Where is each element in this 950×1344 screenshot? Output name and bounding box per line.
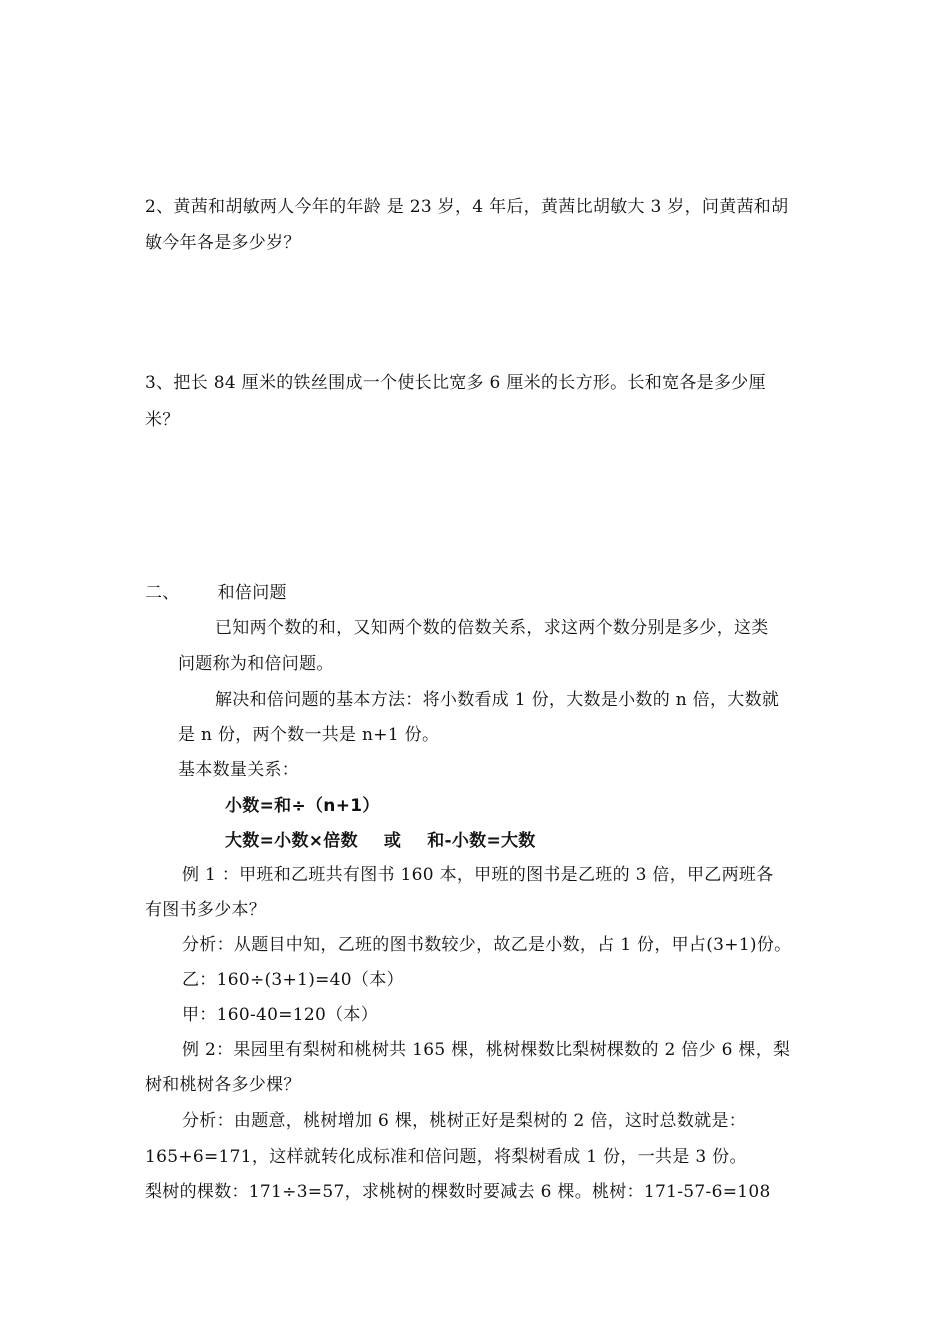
problem-3-line-1: 3、把长 84 厘米的铁丝围成一个使长比宽多 6 厘米的长方形。长和宽各是多少厘 <box>145 373 766 393</box>
example-1-line-2: 有图书多少本？ <box>145 900 267 920</box>
section-title: 和倍问题 <box>217 583 287 603</box>
problem-3-line-2: 米？ <box>145 410 180 430</box>
section-number: 二、 <box>145 583 180 603</box>
formula-big-b: 和-小数=大数 <box>427 831 536 851</box>
method-line-1: 解决和倍问题的基本方法：将小数看成 1 份，大数是小数的 n 倍，大数就 <box>215 690 780 710</box>
relation-heading: 基本数量关系： <box>178 760 300 780</box>
example-2-analysis-2: 165+6=171，这样就转化成标准和倍问题，将梨树看成 1 份，一共是 3 份。 <box>145 1147 747 1167</box>
problem-2-line-1: 2、黄茜和胡敏两人今年的年龄 是 23 岁，4 年后，黄茜比胡敏大 3 岁，问黄茜和胡 <box>145 197 789 217</box>
formula-small-number: 小数=和÷（n+1） <box>225 796 380 816</box>
problem-2-line-2: 敏今年各是多少岁？ <box>145 233 301 253</box>
example-1-line-1: 例 1 ：甲班和乙班共有图书 160 本，甲班的图书是乙班的 3 倍，甲乙两班各 <box>182 865 774 885</box>
formula-or: 或 <box>383 831 402 851</box>
example-1-analysis: 分析：从题目中知，乙班的图书数较少，故乙是小数，占 1 份，甲占(3+1)份。 <box>182 935 792 955</box>
intro-line-2: 问题称为和倍问题。 <box>178 654 334 674</box>
example-2-analysis-1: 分析：由题意，桃树增加 6 棵，桃树正好是梨树的 2 倍，这时总数就是： <box>182 1111 747 1131</box>
intro-line-1: 已知两个数的和，又知两个数的倍数关系，求这两个数分别是多少，这类 <box>215 618 769 638</box>
section-heading <box>145 582 287 604</box>
example-1-calc-yi: 乙：160÷(3+1)=40（本） <box>182 970 404 990</box>
example-2-analysis-3: 梨树的棵数：171÷3=57，求桃树的棵数时要减去 6 棵。桃树：171-57-6=108 <box>145 1182 771 1202</box>
method-line-2: 是 n 份，两个数一共是 n+1 份。 <box>178 725 440 745</box>
formula-big-number <box>225 830 536 852</box>
formula-big-a: 大数=小数×倍数 <box>225 831 358 851</box>
example-2-line-2: 树和桃树各多少棵？ <box>145 1075 301 1095</box>
example-2-line-1: 例 2：果园里有梨树和桃树共 165 棵，桃树棵数比梨树棵数的 2 倍少 6 棵，梨 <box>182 1040 791 1060</box>
example-1-calc-jia: 甲：160-40=120（本） <box>182 1005 379 1025</box>
